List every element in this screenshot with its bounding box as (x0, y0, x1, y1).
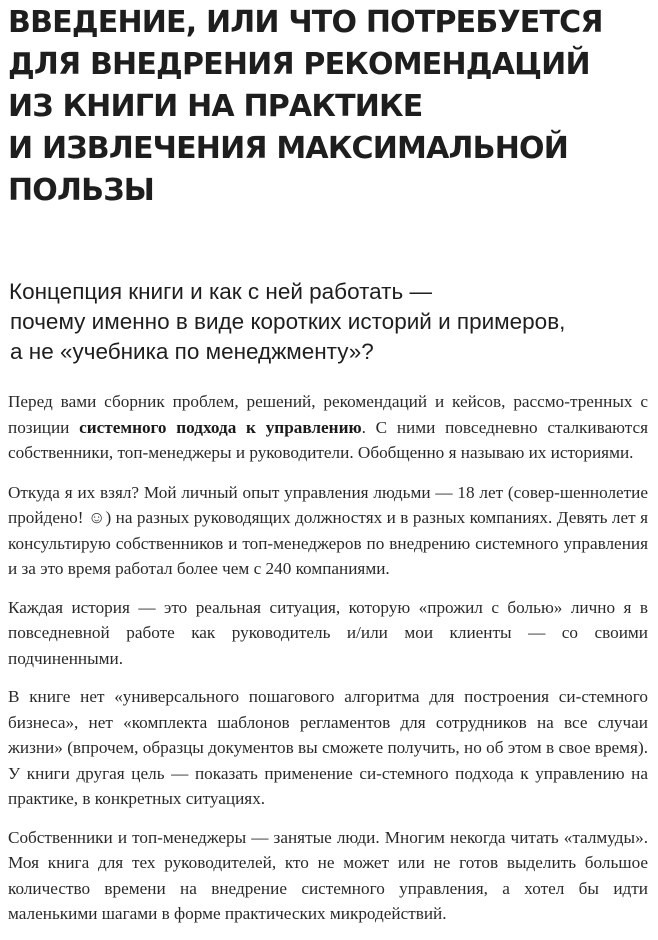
bold-term: системного подхода к управлению (79, 417, 362, 437)
chapter-title-line: ВВЕДЕНИЕ, ИЛИ ЧТО ПОТРЕБУЕТСЯ (8, 5, 603, 40)
chapter-title-line: ИЗ КНИГИ НА ПРАКТИКЕ (8, 89, 423, 124)
paragraph-text: . С ними повседневно сталкиваются собственники, топ-менеджеры и руководители. Обобщенно я называю их историями. (8, 417, 648, 462)
section-subtitle (8, 277, 648, 367)
paragraph: Откуда я их взял? Мой личный опыт управления людьми — 18 лет (совер-шеннолетие пройдено! ☺) на разных руководящих должностях и в разных компаниях. Девять лет я консультирую собственников и топ-менеджеров по внедрению системного управления и за это время работал более чем с 240 компаниями. (8, 482, 648, 578)
paragraph: Каждая история — это реальная ситуация, которую «прожил с болью» лично я в повседневной работе как руководитель и/или мои клиенты — со своими подчиненными. (8, 597, 648, 668)
book-page (8, 0, 648, 940)
chapter-title (8, 0, 648, 212)
chapter-title-line: И ИЗВЛЕЧЕНИЯ МАКСИМАЛЬНОЙ (8, 131, 569, 166)
body-text (8, 389, 648, 927)
section-subtitle-line: почему именно в виде коротких историй и примеров, (10, 309, 566, 334)
section-subtitle-line: а не «учебника по менеджменту»? (10, 339, 374, 364)
paragraph-text: Перед вами сборник проблем, решений, рекомендаций и кейсов, рассмо-тренных с позиции (8, 392, 648, 437)
paragraph: Собственники и топ-менеджеры — занятые люди. Многим некогда читать «талмуды». Моя книга для тех руководителей, кто не может или не готов выделить большое количество времени на внедрение системного управления, а хотел бы идти маленькими шагами в форме практических микродействий. (8, 827, 648, 923)
chapter-title-line: ДЛЯ ВНЕДРЕНИЯ РЕКОМЕНДАЦИЙ (8, 47, 590, 82)
paragraph: В книге нет «универсального пошагового алгоритма для построения си-стемного бизнеса», нет «комплекта шаблонов регламентов для сотрудников на все случаи жизни» (впрочем, образцы документов вы сможете получить, но об этом в свое время). У книги другая цель — показать применение си-стемного подхода к управлению на практике, в конкретных ситуациях. (8, 687, 648, 808)
paragraph (8, 389, 648, 466)
chapter-title-line: ПОЛЬЗЫ (8, 173, 154, 208)
section-subtitle-line: Концепция книги и как с ней работать — (9, 279, 432, 304)
